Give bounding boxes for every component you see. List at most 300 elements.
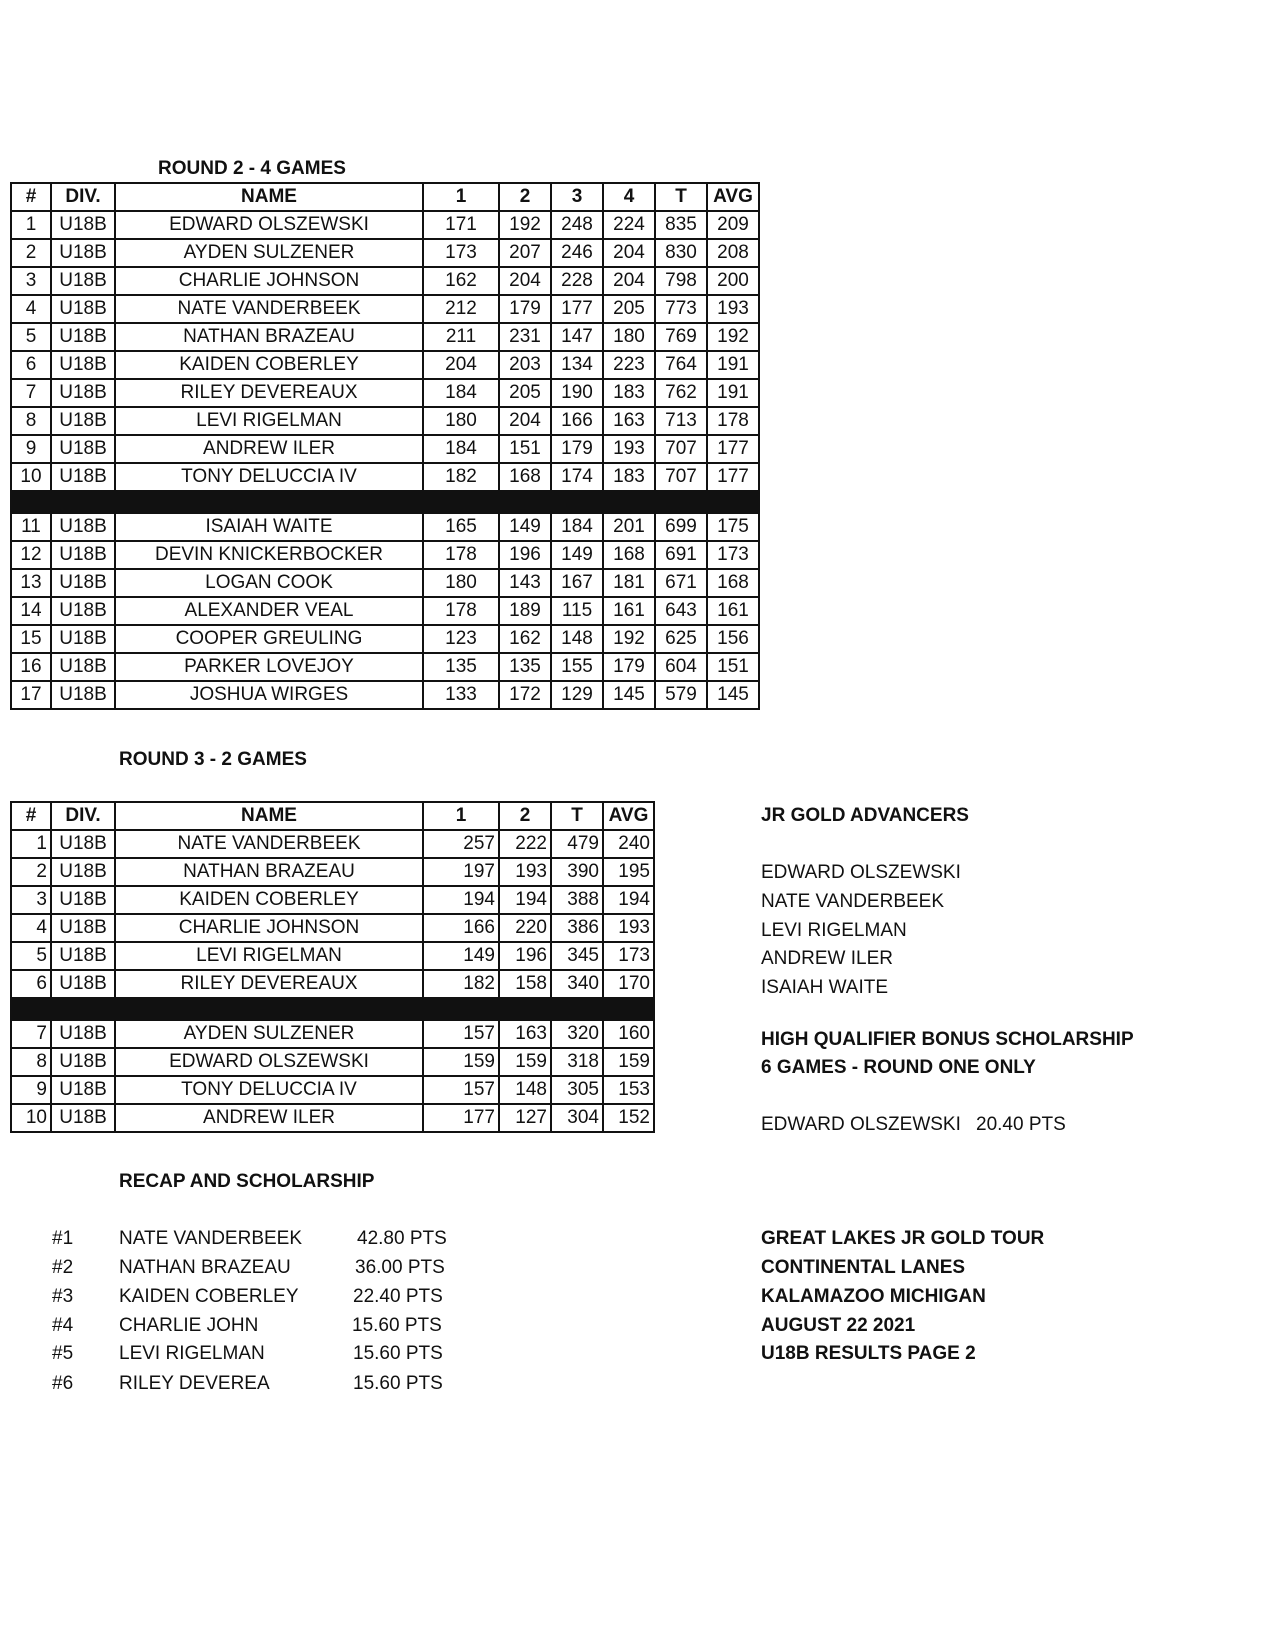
- table-cell: 143: [499, 569, 551, 597]
- table-cell: 133: [423, 681, 499, 709]
- table-cell: 166: [551, 407, 603, 435]
- table-cell: PARKER LOVEJOY: [115, 653, 423, 681]
- table-cell: 224: [603, 211, 655, 239]
- table-cell: EDWARD OLSZEWSKI: [115, 1048, 423, 1076]
- table-cell: 769: [655, 323, 707, 351]
- table-cell: 9: [11, 1076, 51, 1104]
- table-cell: 2: [11, 858, 51, 886]
- table-cell: COOPER GREULING: [115, 625, 423, 653]
- table-cell: 155: [551, 653, 603, 681]
- table-cell: 7: [11, 1020, 51, 1048]
- table-cell: 159: [603, 1048, 654, 1076]
- table-cell: 127: [499, 1104, 551, 1132]
- table-cell: 3: [11, 267, 51, 295]
- table-cell: 2: [11, 239, 51, 267]
- table-cell: JOSHUA WIRGES: [115, 681, 423, 709]
- table-cell: 194: [499, 886, 551, 914]
- table-cell: 479: [551, 830, 603, 858]
- table-cell: 200: [707, 267, 759, 295]
- table-cell: 135: [499, 653, 551, 681]
- round2-header-row: [11, 183, 759, 211]
- table-cell: 181: [603, 569, 655, 597]
- round2-col-header: 4: [603, 183, 655, 211]
- recap-name: RILEY DEVEREA: [119, 1373, 270, 1394]
- table-cell: 193: [603, 914, 654, 942]
- table-cell: 691: [655, 541, 707, 569]
- round3-header-row: [11, 802, 654, 830]
- table-cell: 149: [423, 942, 499, 970]
- table-cell: 4: [11, 914, 51, 942]
- table-cell: 159: [423, 1048, 499, 1076]
- table-cell: 151: [707, 653, 759, 681]
- event-venue: CONTINENTAL LANES: [761, 1257, 966, 1278]
- table-cell: 184: [423, 379, 499, 407]
- table-cell: 189: [499, 597, 551, 625]
- table-cell: 177: [707, 463, 759, 491]
- table-cell: 579: [655, 681, 707, 709]
- table-cell: U18B: [51, 653, 115, 681]
- table-cell: 699: [655, 513, 707, 541]
- table-cell: 147: [551, 323, 603, 351]
- table-cell: 179: [603, 653, 655, 681]
- table-cell: 179: [499, 295, 551, 323]
- cutoff-separator-row: [11, 491, 759, 513]
- recap-rank: #2: [52, 1257, 74, 1278]
- round3-header: [11, 802, 654, 830]
- recap-name: NATHAN BRAZEAU: [119, 1257, 291, 1278]
- table-cell: 318: [551, 1048, 603, 1076]
- table-cell: 203: [499, 351, 551, 379]
- table-cell: 123: [423, 625, 499, 653]
- table-cell: U18B: [51, 1104, 115, 1132]
- table-cell: 194: [423, 886, 499, 914]
- table-cell: AYDEN SULZENER: [115, 1020, 423, 1048]
- table-cell: 182: [423, 970, 499, 998]
- table-cell: 707: [655, 463, 707, 491]
- table-cell: U18B: [51, 1020, 115, 1048]
- table-cell: 157: [423, 1076, 499, 1104]
- table-cell: 5: [11, 942, 51, 970]
- table-cell: 193: [499, 858, 551, 886]
- table-cell: 220: [499, 914, 551, 942]
- table-cell: 222: [499, 830, 551, 858]
- table-cell: 3: [11, 886, 51, 914]
- table-cell: 161: [603, 597, 655, 625]
- table-cell: 201: [603, 513, 655, 541]
- table-cell: 163: [603, 407, 655, 435]
- table-cell: ALEXANDER VEAL: [115, 597, 423, 625]
- table-row: [11, 653, 759, 681]
- round2-col-header: T: [655, 183, 707, 211]
- table-cell: 149: [551, 541, 603, 569]
- table-cell: 145: [603, 681, 655, 709]
- table-cell: 168: [707, 569, 759, 597]
- table-cell: LEVI RIGELMAN: [115, 407, 423, 435]
- table-cell: 161: [707, 597, 759, 625]
- table-cell: 773: [655, 295, 707, 323]
- table-cell: 762: [655, 379, 707, 407]
- table-cell: 713: [655, 407, 707, 435]
- advancer-name: ANDREW ILER: [761, 948, 893, 969]
- table-cell: EDWARD OLSZEWSKI: [115, 211, 423, 239]
- table-cell: U18B: [51, 681, 115, 709]
- table-cell: TONY DELUCCIA IV: [115, 463, 423, 491]
- table-cell: 204: [603, 239, 655, 267]
- table-cell: 193: [603, 435, 655, 463]
- table-cell: 671: [655, 569, 707, 597]
- table-cell: 174: [551, 463, 603, 491]
- table-cell: 148: [499, 1076, 551, 1104]
- table-cell: U18B: [51, 970, 115, 998]
- table-row: [11, 886, 654, 914]
- table-cell: 204: [603, 267, 655, 295]
- round3-col-header: DIV.: [51, 802, 115, 830]
- cutoff-bar: [11, 998, 654, 1020]
- table-cell: 196: [499, 541, 551, 569]
- table-cell: 212: [423, 295, 499, 323]
- table-cell: U18B: [51, 597, 115, 625]
- table-cell: 17: [11, 681, 51, 709]
- table-row: [11, 295, 759, 323]
- table-row: [11, 379, 759, 407]
- table-cell: 223: [603, 351, 655, 379]
- table-cell: 8: [11, 1048, 51, 1076]
- table-cell: 195: [603, 858, 654, 886]
- table-cell: KAIDEN COBERLEY: [115, 351, 423, 379]
- table-cell: 643: [655, 597, 707, 625]
- table-cell: 211: [423, 323, 499, 351]
- table-cell: U18B: [51, 625, 115, 653]
- table-row: [11, 267, 759, 295]
- table-cell: 190: [551, 379, 603, 407]
- round3-title: ROUND 3 - 2 GAMES: [119, 749, 307, 770]
- round3-col-header: T: [551, 802, 603, 830]
- table-cell: NATE VANDERBEEK: [115, 295, 423, 323]
- round2-col-header: 2: [499, 183, 551, 211]
- advancer-name: LEVI RIGELMAN: [761, 920, 907, 941]
- table-cell: 168: [499, 463, 551, 491]
- event-date: AUGUST 22 2021: [761, 1315, 916, 1336]
- round2-col-header: DIV.: [51, 183, 115, 211]
- table-cell: 163: [499, 1020, 551, 1048]
- table-cell: 170: [603, 970, 654, 998]
- table-row: [11, 625, 759, 653]
- table-cell: NATHAN BRAZEAU: [115, 858, 423, 886]
- advancer-name: NATE VANDERBEEK: [761, 891, 945, 912]
- cutoff-bar: [11, 491, 759, 513]
- table-cell: 173: [707, 541, 759, 569]
- cutoff-separator-row: [11, 998, 654, 1020]
- recap-points: 15.60 PTS: [352, 1315, 442, 1336]
- table-row: [11, 830, 654, 858]
- table-cell: 178: [707, 407, 759, 435]
- table-cell: 204: [423, 351, 499, 379]
- table-cell: 165: [423, 513, 499, 541]
- recap-rank: #1: [52, 1228, 74, 1249]
- table-cell: 207: [499, 239, 551, 267]
- table-cell: 191: [707, 351, 759, 379]
- table-cell: U18B: [51, 407, 115, 435]
- round2-col-header: 1: [423, 183, 499, 211]
- table-cell: 157: [423, 1020, 499, 1048]
- table-cell: 246: [551, 239, 603, 267]
- table-cell: 240: [603, 830, 654, 858]
- table-cell: CHARLIE JOHNSON: [115, 267, 423, 295]
- bonus-winner-points: 20.40 PTS: [976, 1114, 1066, 1135]
- table-cell: 305: [551, 1076, 603, 1104]
- table-cell: DEVIN KNICKERBOCKER: [115, 541, 423, 569]
- table-cell: 184: [423, 435, 499, 463]
- event-page-label: U18B RESULTS PAGE 2: [761, 1343, 976, 1364]
- table-cell: 604: [655, 653, 707, 681]
- table-cell: U18B: [51, 323, 115, 351]
- table-cell: U18B: [51, 267, 115, 295]
- table-cell: 10: [11, 463, 51, 491]
- round2-col-header: #: [11, 183, 51, 211]
- table-cell: RILEY DEVEREAUX: [115, 970, 423, 998]
- table-cell: LOGAN COOK: [115, 569, 423, 597]
- table-cell: 115: [551, 597, 603, 625]
- table-cell: 156: [707, 625, 759, 653]
- table-row: [11, 914, 654, 942]
- round3-col-header: NAME: [115, 802, 423, 830]
- table-cell: 145: [707, 681, 759, 709]
- table-cell: 197: [423, 858, 499, 886]
- round3-col-header: AVG: [603, 802, 654, 830]
- advancer-name: EDWARD OLSZEWSKI: [761, 862, 961, 883]
- round2-body: [11, 211, 759, 709]
- table-cell: 205: [499, 379, 551, 407]
- table-row: [11, 541, 759, 569]
- table-cell: 707: [655, 435, 707, 463]
- table-row: [11, 211, 759, 239]
- table-cell: 162: [423, 267, 499, 295]
- table-cell: TONY DELUCCIA IV: [115, 1076, 423, 1104]
- table-row: [11, 942, 654, 970]
- table-cell: U18B: [51, 239, 115, 267]
- table-cell: U18B: [51, 914, 115, 942]
- table-cell: 182: [423, 463, 499, 491]
- table-cell: 1: [11, 211, 51, 239]
- table-row: [11, 858, 654, 886]
- table-cell: 209: [707, 211, 759, 239]
- table-cell: 4: [11, 295, 51, 323]
- table-cell: 160: [603, 1020, 654, 1048]
- table-row: [11, 435, 759, 463]
- table-cell: U18B: [51, 435, 115, 463]
- table-cell: U18B: [51, 1048, 115, 1076]
- table-cell: 135: [423, 653, 499, 681]
- bonus-title: HIGH QUALIFIER BONUS SCHOLARSHIP: [761, 1029, 1134, 1050]
- table-cell: 183: [603, 463, 655, 491]
- table-row: [11, 351, 759, 379]
- table-cell: U18B: [51, 541, 115, 569]
- table-cell: 129: [551, 681, 603, 709]
- table-cell: 193: [707, 295, 759, 323]
- round2-col-header: NAME: [115, 183, 423, 211]
- table-cell: 172: [499, 681, 551, 709]
- table-cell: 798: [655, 267, 707, 295]
- recap-title: RECAP AND SCHOLARSHIP: [119, 1171, 375, 1192]
- recap-rank: #4: [52, 1315, 74, 1336]
- recap-points: 15.60 PTS: [353, 1373, 443, 1394]
- table-row: [11, 569, 759, 597]
- table-cell: 173: [423, 239, 499, 267]
- table-cell: U18B: [51, 569, 115, 597]
- table-row: [11, 407, 759, 435]
- table-cell: 173: [603, 942, 654, 970]
- table-cell: 5: [11, 323, 51, 351]
- recap-rank: #3: [52, 1286, 74, 1307]
- table-cell: 835: [655, 211, 707, 239]
- table-cell: 386: [551, 914, 603, 942]
- table-cell: CHARLIE JOHNSON: [115, 914, 423, 942]
- table-cell: ANDREW ILER: [115, 1104, 423, 1132]
- table-cell: 830: [655, 239, 707, 267]
- table-cell: 340: [551, 970, 603, 998]
- table-cell: ANDREW ILER: [115, 435, 423, 463]
- table-cell: 134: [551, 351, 603, 379]
- round3-col-header: 2: [499, 802, 551, 830]
- table-row: [11, 1076, 654, 1104]
- table-cell: 8: [11, 407, 51, 435]
- table-cell: 12: [11, 541, 51, 569]
- table-cell: 180: [603, 323, 655, 351]
- recap-rank: #5: [52, 1343, 74, 1364]
- table-row: [11, 463, 759, 491]
- table-cell: 204: [499, 407, 551, 435]
- table-cell: 149: [499, 513, 551, 541]
- recap-points: 22.40 PTS: [353, 1286, 443, 1307]
- table-cell: 148: [551, 625, 603, 653]
- table-cell: 192: [499, 211, 551, 239]
- round2-header: [11, 183, 759, 211]
- table-cell: U18B: [51, 886, 115, 914]
- table-cell: 320: [551, 1020, 603, 1048]
- table-cell: 167: [551, 569, 603, 597]
- table-cell: NATE VANDERBEEK: [115, 830, 423, 858]
- table-cell: 178: [423, 541, 499, 569]
- table-cell: 168: [603, 541, 655, 569]
- table-cell: 14: [11, 597, 51, 625]
- table-row: [11, 1020, 654, 1048]
- table-cell: 191: [707, 379, 759, 407]
- table-row: [11, 1048, 654, 1076]
- round3-col-header: #: [11, 802, 51, 830]
- bonus-winner-name: EDWARD OLSZEWSKI: [761, 1114, 961, 1135]
- recap-name: KAIDEN COBERLEY: [119, 1286, 299, 1307]
- recap-name: CHARLIE JOHN: [119, 1315, 259, 1336]
- table-cell: 1: [11, 830, 51, 858]
- table-cell: 10: [11, 1104, 51, 1132]
- table-cell: 11: [11, 513, 51, 541]
- table-cell: 208: [707, 239, 759, 267]
- table-cell: 183: [603, 379, 655, 407]
- table-cell: AYDEN SULZENER: [115, 239, 423, 267]
- table-cell: 204: [499, 267, 551, 295]
- table-cell: LEVI RIGELMAN: [115, 942, 423, 970]
- event-tour: GREAT LAKES JR GOLD TOUR: [761, 1228, 1045, 1249]
- table-row: [11, 681, 759, 709]
- table-cell: 388: [551, 886, 603, 914]
- table-cell: 177: [551, 295, 603, 323]
- round2-col-header: AVG: [707, 183, 759, 211]
- table-row: [11, 323, 759, 351]
- table-cell: 180: [423, 569, 499, 597]
- table-cell: 196: [499, 942, 551, 970]
- round3-table: [10, 801, 655, 1133]
- table-cell: 6: [11, 970, 51, 998]
- round3-col-header: 1: [423, 802, 499, 830]
- bonus-subtitle: 6 GAMES - ROUND ONE ONLY: [761, 1057, 1036, 1078]
- round2-table: [10, 182, 760, 710]
- table-cell: ISAIAH WAITE: [115, 513, 423, 541]
- table-cell: 153: [603, 1076, 654, 1104]
- recap-name: LEVI RIGELMAN: [119, 1343, 265, 1364]
- table-cell: 345: [551, 942, 603, 970]
- table-cell: KAIDEN COBERLEY: [115, 886, 423, 914]
- advancers-title: JR GOLD ADVANCERS: [761, 805, 969, 826]
- table-cell: U18B: [51, 351, 115, 379]
- recap-points: 15.60 PTS: [353, 1343, 443, 1364]
- table-cell: U18B: [51, 1076, 115, 1104]
- table-cell: U18B: [51, 211, 115, 239]
- table-cell: 175: [707, 513, 759, 541]
- recap-name: NATE VANDERBEEK: [119, 1228, 303, 1249]
- recap-points: 42.80 PTS: [357, 1228, 447, 1249]
- table-cell: 166: [423, 914, 499, 942]
- event-location: KALAMAZOO MICHIGAN: [761, 1286, 986, 1307]
- table-cell: U18B: [51, 942, 115, 970]
- recap-rank: #6: [52, 1373, 74, 1394]
- table-cell: 178: [423, 597, 499, 625]
- table-cell: 151: [499, 435, 551, 463]
- round2-col-header: 3: [551, 183, 603, 211]
- round3-body: [11, 830, 654, 1132]
- table-cell: 179: [551, 435, 603, 463]
- table-cell: 7: [11, 379, 51, 407]
- advancer-name: ISAIAH WAITE: [761, 977, 889, 998]
- table-cell: 192: [707, 323, 759, 351]
- table-cell: 390: [551, 858, 603, 886]
- table-row: [11, 513, 759, 541]
- table-cell: 194: [603, 886, 654, 914]
- table-cell: 9: [11, 435, 51, 463]
- table-cell: 228: [551, 267, 603, 295]
- table-cell: 159: [499, 1048, 551, 1076]
- table-cell: U18B: [51, 379, 115, 407]
- table-cell: NATHAN BRAZEAU: [115, 323, 423, 351]
- table-cell: U18B: [51, 463, 115, 491]
- table-cell: 177: [423, 1104, 499, 1132]
- table-cell: 158: [499, 970, 551, 998]
- table-cell: 171: [423, 211, 499, 239]
- table-cell: 205: [603, 295, 655, 323]
- table-cell: U18B: [51, 858, 115, 886]
- table-row: [11, 1104, 654, 1132]
- table-row: [11, 970, 654, 998]
- table-cell: U18B: [51, 513, 115, 541]
- table-cell: 625: [655, 625, 707, 653]
- table-cell: 304: [551, 1104, 603, 1132]
- table-cell: 177: [707, 435, 759, 463]
- table-cell: 15: [11, 625, 51, 653]
- table-cell: 13: [11, 569, 51, 597]
- table-cell: RILEY DEVEREAUX: [115, 379, 423, 407]
- table-cell: 764: [655, 351, 707, 379]
- table-row: [11, 597, 759, 625]
- table-cell: 257: [423, 830, 499, 858]
